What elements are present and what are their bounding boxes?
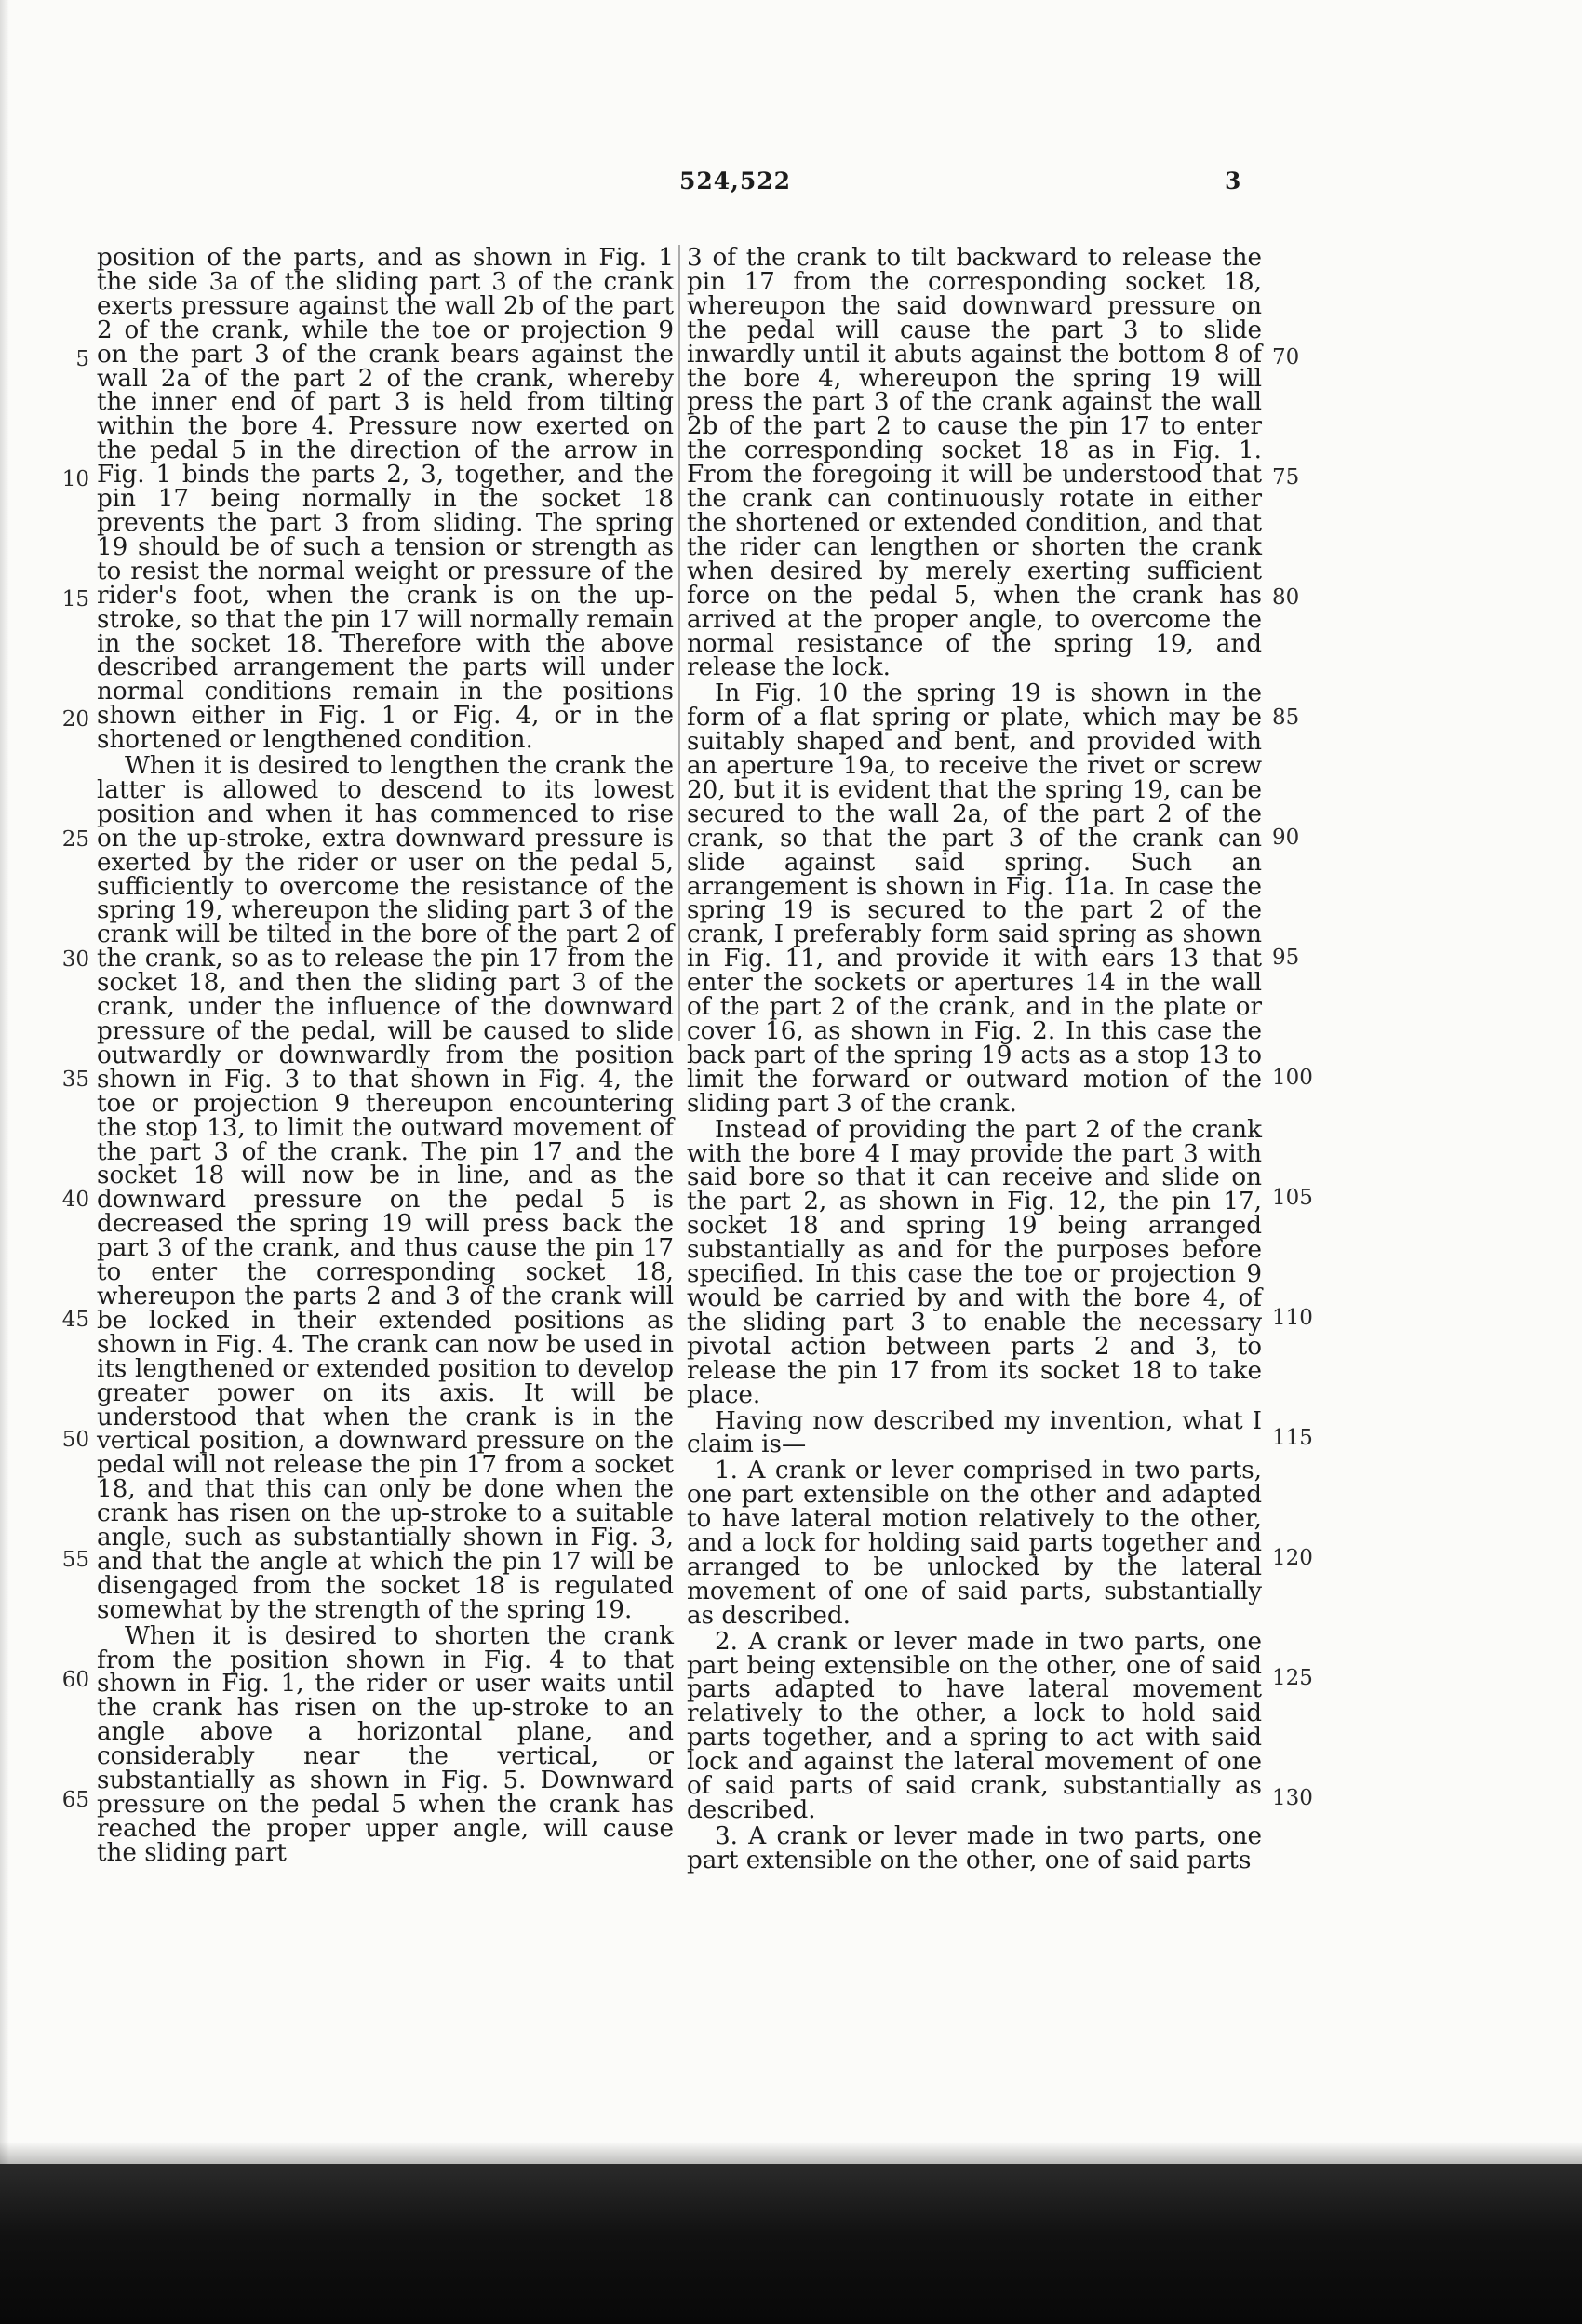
- claim-3: 3. A crank or lever made in two parts, one part extensible on the other, one of said parts: [687, 1821, 1262, 1874]
- left-text-column: [97, 244, 674, 1867]
- line-number: 60: [61, 1668, 89, 1692]
- paragraph: In Fig. 10 the spring 19 is shown in the form of a flat spring or plate, which may be suitably shaped and bent, and provided with an aperture 19a, to receive the rivet or screw 20, but it is evident that the spring 19, can be secured to the wall 2a, of the part 2 of the crank, so that the part 3 of the crank can slide against said spring. Such an arrangement is shown in Fig. 11a. In case the spring 19 is secured to the part 2 of the crank, I preferably form said spring as shown in Fig. 11, and provide it with ears 13 that enter the sockets or apertures 14 in the wall of the part 2 of the crank, and in the plate or cover 16, as shown in Fig. 2. In this case the back part of the spring 19 acts as a stop 13 to limit the forward or outward motion of the sliding part 3 of the crank.: [687, 679, 1262, 1118]
- line-number: 35: [61, 1068, 89, 1092]
- line-number: 115: [1272, 1426, 1313, 1450]
- line-number: 30: [61, 947, 89, 972]
- paragraph: 3 of the crank to tilt backward to release the pin 17 from the corresponding socket 18, whereupon the said downward pressure on the pedal will cause the part 3 to slide inwardly until it abuts against the bottom 8 of the bore 4, whereupon the spring 19 will press the part 3 of the crank against the wall 2b of the part 2 to cause the pin 17 to enter the corresponding socket 18 as in Fig. 1. From the foregoing it will be understood that the crank can continuously rotate in either the shortened or extended condition, and that the rider can lengthen or shorten the crank when desired by merely exerting sufficient force on the pedal 5, when the crank has arrived at the proper angle, to overcome the normal resistance of the spring 19, and release the lock.: [687, 244, 1262, 682]
- line-number: 5: [75, 347, 89, 371]
- line-number: 90: [1272, 826, 1300, 850]
- line-number: 125: [1272, 1666, 1313, 1690]
- line-number: 85: [1272, 705, 1300, 730]
- line-number: 45: [61, 1308, 89, 1332]
- line-number: 95: [1272, 946, 1300, 970]
- line-number: 50: [61, 1428, 89, 1452]
- paragraph: When it is desired to shorten the crank from the position shown in Fig. 4 to that shown in Fig. 1, the rider or user waits until the crank has risen on the up-stroke to an angle above a horizontal plane, and considerably near the vertical, or substantially as shown in Fig. 5. Downward pressure on the pedal 5 when the crank has reached the proper upper angle, will cause the sliding part: [97, 1621, 674, 1867]
- line-number: 25: [61, 827, 89, 852]
- right-text-column: [687, 244, 1262, 1874]
- line-number: 65: [61, 1788, 89, 1812]
- line-number: 55: [61, 1548, 89, 1572]
- column-divider: [678, 245, 680, 1041]
- scan-bottom-shadow: [0, 2164, 1582, 2324]
- line-number: 40: [61, 1188, 89, 1212]
- line-number: 15: [61, 587, 89, 611]
- paragraph: Having now described my invention, what I claim is—: [687, 1406, 1262, 1459]
- line-number: 110: [1272, 1306, 1313, 1330]
- line-number: 80: [1272, 585, 1300, 610]
- line-number: 70: [1272, 345, 1300, 369]
- paragraph: When it is desired to lengthen the crank the latter is allowed to descend to its lowest position and when it has commenced to rise on the up-stroke, extra downward pressure is exerted by the rider or user on the pedal 5, sufficiently to overcome the resistance of the spring 19, whereupon the sliding part 3 of the crank will be tilted in the bore of the part 2 of the crank, so as to release the pin 17 from the socket 18, and then the sliding part 3 of the crank, under the influence of the downward pressure of the pedal, will be caused to slide outwardly or downwardly from the position shown in Fig. 3 to that shown in Fig. 4, the toe or projection 9 thereupon encountering the stop 13, to limit the outward movement of the part 3 of the crank. The pin 17 and the socket 18 will now be in line, and as the downward pressure on the pedal 5 is decreased the spring 19 will press back the part 3 of the crank, and thus cause the pin 17 to enter the corresponding socket 18, whereupon the parts 2 and 3 of the crank will be locked in their extended positions as shown in Fig. 4. The crank can now be used in its lengthened or extended position to develop greater power on its axis. It will be understood that when the crank is in the vertical position, a downward pressure on the pedal will not release the pin 17 from a socket 18, and that this can only be done when the crank has risen on the up-stroke to a suitable angle, such as substantially shown in Fig. 3, and that the angle at which the pin 17 will be disengaged from the socket 18 is regulated somewhat by the strength of the spring 19.: [97, 752, 674, 1624]
- paragraph: Instead of providing the part 2 of the crank with the bore 4 I may provide the part 3 with said bore so that it can receive and slide on the part 2, as shown in Fig. 12, the pin 17, socket 18 and spring 19 being arranged substantially as and for the purposes before specified. In this case the toe or projection 9 would be carried by and with the bore 4, of the sliding part 3 to enable the necessary pivotal action between parts 2 and 3, to release the pin 17 from its socket 18 to take place.: [687, 1115, 1262, 1409]
- line-number: 10: [61, 467, 89, 491]
- line-number: 120: [1272, 1546, 1313, 1570]
- line-number: 75: [1272, 465, 1300, 490]
- line-number: 130: [1272, 1786, 1313, 1810]
- patent-number: 524,522: [678, 168, 792, 195]
- claim-2: 2. A crank or lever made in two parts, one part being extensible on the other, one of said parts adapted to have lateral movement relatively to the other, a lock to hold said parts together, and a spring to act with said lock and against the lateral movement of one of said parts of said crank, substantially as described.: [687, 1627, 1262, 1824]
- line-number: 105: [1272, 1186, 1313, 1210]
- line-number: 20: [61, 707, 89, 732]
- claim-1: 1. A crank or lever comprised in two parts, one part extensible on the other and adapted to have lateral motion relatively to the other, and a lock for holding said parts together and arranged to be unlocked by the lateral movement of one of said parts, substantially as described.: [687, 1457, 1262, 1630]
- page-number: 3: [1225, 168, 1241, 195]
- line-number: 100: [1272, 1066, 1313, 1090]
- paragraph: position of the parts, and as shown in Fig. 1 the side 3a of the sliding part 3 of the crank exerts pressure against the wall 2b of the part 2 of the crank, while the toe or projection 9 on the part 3 of the crank bears against the wall 2a of the part 2 of the crank, whereby the inner end of part 3 is held from tilting within the bore 4. Pressure now exerted on the pedal 5 in the direction of the arrow in Fig. 1 binds the parts 2, 3, together, and the pin 17 being normally in the socket 18 prevents the part 3 from sliding. The spring 19 should be of such a tension or strength as to resist the normal weight or pressure of the rider's foot, when the crank is on the up-stroke, so that the pin 17 will normally remain in the socket 18. Therefore with the above described arrangement the parts will under normal conditions remain in the positions shown either in Fig. 1 or Fig. 4, or in the shortened or lengthened condition.: [97, 244, 674, 755]
- scan-edge-shadow: [0, 0, 9, 2164]
